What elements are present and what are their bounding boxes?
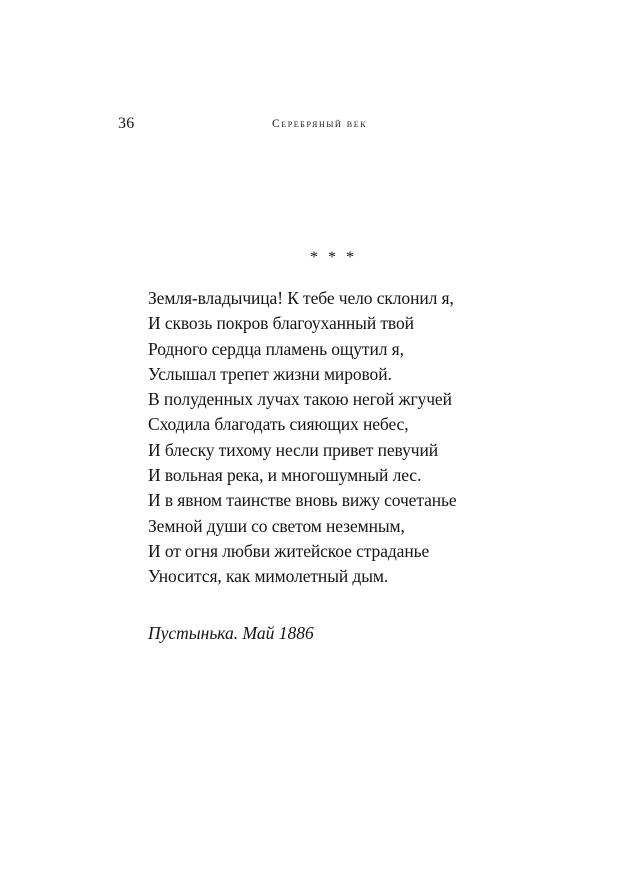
poem-line: Услышал трепет жизни мировой.	[148, 363, 392, 384]
poem-line: И блеску тихому несли привет певучий	[148, 439, 438, 460]
poem-line: Родного сердца пламень ощутил я,	[148, 338, 404, 359]
poem-line: Уносится, как мимолетный дым.	[148, 566, 389, 587]
page-number: 36	[118, 115, 135, 132]
poem-line: И сквозь покров благоуханный твой	[148, 313, 414, 334]
poem-line: И вольная река, и многошумный лес.	[148, 465, 422, 486]
poem-body	[148, 286, 588, 590]
poem-line: И от огня любви житейское страданье	[148, 540, 430, 561]
running-title: Серебряный век	[272, 118, 368, 130]
stanza-separator: * * *	[310, 249, 357, 266]
poem-line: Земной души со светом неземным,	[148, 515, 405, 536]
poem-line: И в явном таинстве вновь вижу сочетанье	[148, 490, 457, 511]
poem-line: Сходила благодать сияющих небес,	[148, 414, 409, 435]
poem-line: В полуденных лучах такою негой жгучей	[148, 389, 452, 410]
poem-signature: Пустынька. Май 1886	[148, 623, 314, 643]
poem-line: Земля-владычица! К тебе чело склонил я,	[148, 288, 454, 308]
